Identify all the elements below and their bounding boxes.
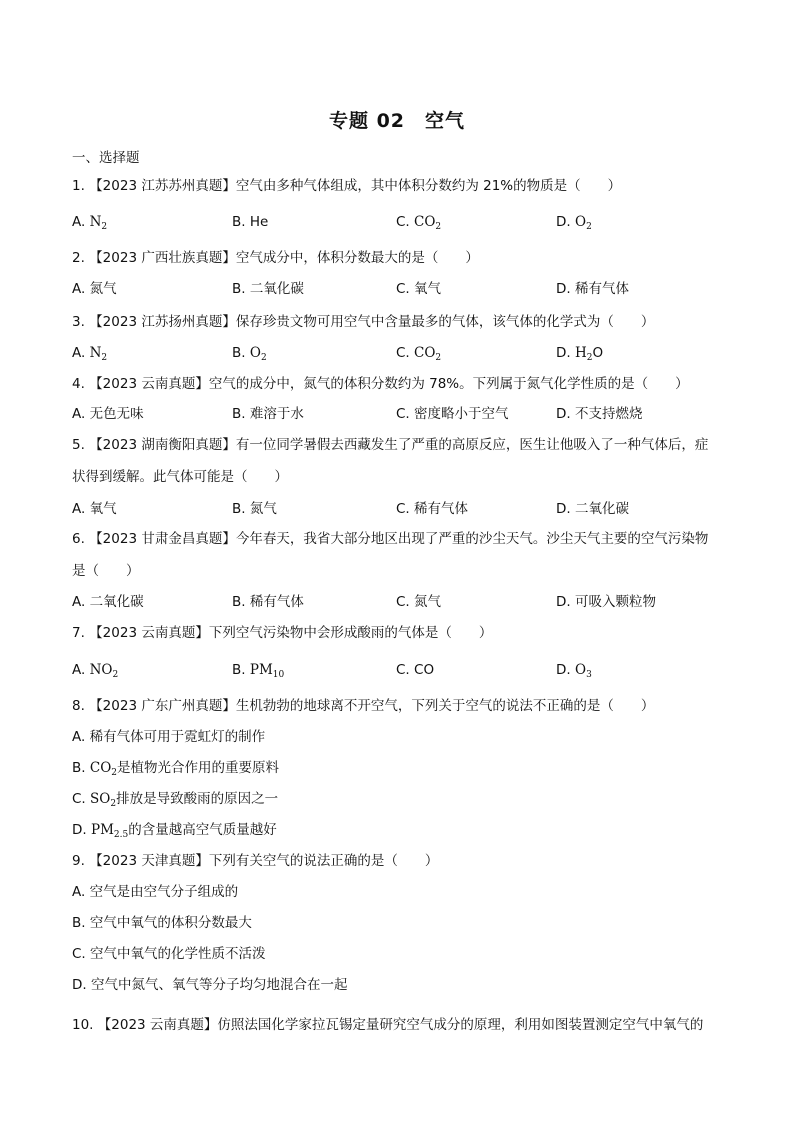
answer-option (72, 499, 117, 519)
answer-option (232, 212, 268, 232)
option-letter: B. (72, 760, 86, 776)
option-text: NO (89, 662, 113, 678)
option-letter: C. (396, 406, 410, 422)
option-text: 空气中氮气、氧气等分子均匀地混合在一起 (90, 977, 348, 993)
question-stem: 3. 【2023 江苏扬州真题】保存珍贵文物可用空气中含量最多的气体，该气体的化学式为（ ） (72, 314, 655, 330)
option-text: O (574, 662, 587, 678)
option-text-tail: O (592, 345, 604, 361)
option-text: H (574, 345, 587, 361)
option-text: 难溶于水 (249, 406, 304, 422)
answer-option (396, 279, 441, 299)
question-stem: 1. 【2023 江苏苏州真题】空气由多种气体组成，其中体积分数约为 21%的物质是（ ） (72, 178, 622, 194)
option-letter: C. (396, 214, 410, 230)
option-text-tail: 排放是导致酸雨的原因之一 (116, 791, 279, 807)
option-subscript: 2 (586, 222, 592, 232)
answer-option (232, 499, 277, 519)
option-text: 空气中氧气的化学性质不活泼 (90, 946, 266, 962)
option-text: N (89, 214, 102, 230)
answer-option (72, 343, 107, 363)
question-stem: 9. 【2023 天津真题】下列有关空气的说法正确的是（ ） (72, 853, 439, 869)
option-text: 氮气 (249, 501, 277, 517)
answer-option (72, 404, 144, 424)
answer-option (556, 343, 603, 363)
answer-option (396, 212, 441, 232)
option-subscript: 2 (112, 670, 119, 680)
question-stem: 2. 【2023 广西壮族真题】空气成分中，体积分数最大的是（ ） (72, 250, 479, 266)
option-letter: C. (396, 281, 410, 297)
option-letter: A. (72, 884, 86, 900)
option-letter: B. (232, 406, 246, 422)
answer-option (72, 592, 144, 612)
option-letter: D. (556, 594, 571, 610)
option-text: 二氧化碳 (89, 594, 144, 610)
option-subscript: 2 (101, 222, 108, 232)
option-text: 氮气 (89, 281, 117, 297)
answer-option (396, 660, 434, 680)
question-stem: 6. 【2023 甘肃金昌真题】今年春天，我省大部分地区出现了严重的沙尘天气。沙尘天气主要的空气污染物 (72, 531, 709, 547)
option-text: 稀有气体 (574, 281, 629, 297)
option-letter: C. (72, 946, 86, 962)
option-subscript: 2.5 (113, 830, 129, 840)
option-letter: A. (72, 501, 86, 517)
section-heading: 一、选择题 (72, 150, 140, 166)
option-letter: B. (232, 594, 246, 610)
answer-option (72, 944, 266, 964)
option-letter: C. (396, 345, 410, 361)
option-letter: D. (556, 501, 571, 517)
option-subscript: 2 (260, 353, 267, 363)
option-letter: C. (72, 791, 86, 807)
option-text: 氧气 (89, 501, 117, 517)
option-letter: B. (232, 501, 246, 517)
option-text: 稀有气体 (414, 501, 469, 517)
option-letter: C. (396, 662, 410, 678)
answer-option (232, 279, 304, 299)
option-letter: A. (72, 662, 86, 678)
option-text: SO (90, 791, 111, 807)
answer-option (72, 913, 252, 933)
option-letter: B. (232, 662, 246, 678)
option-letter: B. (232, 214, 246, 230)
option-text: 空气是由空气分子组成的 (89, 884, 239, 900)
option-letter: C. (396, 501, 410, 517)
option-subscript: 2 (110, 799, 117, 809)
option-letter: D. (556, 662, 571, 678)
answer-option (232, 404, 304, 424)
answer-option (232, 660, 284, 680)
option-letter: B. (72, 915, 86, 931)
option-letter: D. (72, 977, 87, 993)
answer-option (72, 975, 347, 995)
option-text: O (574, 214, 587, 230)
option-subscript: 2 (111, 768, 117, 778)
option-letter: A. (72, 345, 86, 361)
answer-option (556, 592, 656, 612)
answer-option (556, 499, 629, 519)
option-text: PM (90, 822, 114, 838)
option-subscript: 2 (435, 222, 442, 232)
answer-option (396, 499, 468, 519)
option-text: CO (89, 760, 112, 776)
answer-option (556, 212, 592, 232)
option-letter: A. (72, 214, 86, 230)
question-stem: 8. 【2023 广东广州真题】生机勃勃的地球离不开空气，下列关于空气的说法不正确的是（ ） (72, 698, 655, 714)
question-stem: 7. 【2023 云南真题】下列空气污染物中会形成酸雨的气体是（ ） (72, 625, 493, 641)
option-letter: A. (72, 406, 86, 422)
option-text: 可吸入颗粒物 (574, 594, 656, 610)
option-text: 二氧化碳 (574, 501, 629, 517)
option-letter: D. (556, 406, 571, 422)
option-text: 密度略小于空气 (414, 406, 509, 422)
option-letter: D. (72, 822, 87, 838)
option-text: CO (414, 345, 436, 361)
option-letter: A. (72, 281, 86, 297)
option-letter: D. (556, 345, 571, 361)
answer-option (72, 820, 277, 840)
answer-option (72, 758, 279, 778)
option-letter: A. (72, 594, 86, 610)
option-text: 二氧化碳 (249, 281, 304, 297)
option-subscript: 2 (435, 353, 442, 363)
page-title: 专题 02 空气 (328, 110, 466, 132)
answer-option (556, 660, 592, 680)
option-text: 不支持燃烧 (574, 406, 643, 422)
option-text: 稀有气体 (249, 594, 304, 610)
answer-option (72, 789, 278, 809)
option-letter: D. (556, 214, 571, 230)
option-text: PM (249, 662, 273, 678)
answer-option (232, 592, 304, 612)
option-text: 氧气 (414, 281, 442, 297)
answer-option (556, 404, 642, 424)
option-text: CO (414, 214, 436, 230)
answer-option (396, 343, 441, 363)
option-text: 空气中氧气的体积分数最大 (89, 915, 252, 931)
answer-option (232, 343, 267, 363)
option-text: O (249, 345, 261, 361)
question-stem: 状得到缓解。此气体可能是（ ） (72, 469, 288, 485)
option-text: CO (414, 662, 435, 678)
option-text-tail: 是植物光合作用的重要原料 (117, 760, 279, 776)
option-text-tail: 的含量越高空气质量越好 (128, 822, 277, 838)
answer-option (72, 279, 117, 299)
option-letter: A. (72, 729, 86, 745)
option-subscript: 2 (586, 353, 593, 363)
option-subscript: 3 (586, 670, 592, 680)
answer-option (72, 727, 265, 747)
option-letter: B. (232, 345, 246, 361)
answer-option (72, 660, 118, 680)
answer-option (396, 592, 441, 612)
answer-option (396, 404, 509, 424)
answer-option (72, 882, 238, 902)
option-subscript: 2 (101, 353, 108, 363)
option-letter: B. (232, 281, 246, 297)
answer-option (72, 212, 107, 232)
option-text: 无色无味 (89, 406, 144, 422)
option-text: He (249, 214, 269, 230)
option-text: 稀有气体可用于霓虹灯的制作 (89, 729, 266, 745)
option-text: 氮气 (414, 594, 442, 610)
option-letter: D. (556, 281, 571, 297)
question-stem: 4. 【2023 云南真题】空气的成分中，氮气的体积分数约为 78%。下列属于氮气化学性质的是（ ） (72, 376, 689, 392)
option-subscript: 10 (272, 670, 285, 680)
option-letter: C. (396, 594, 410, 610)
question-stem: 5. 【2023 湖南衡阳真题】有一位同学暑假去西藏发生了严重的高原反应，医生让他吸入了一种气体后，症 (72, 437, 709, 453)
answer-option (556, 279, 629, 299)
option-text: N (89, 345, 102, 361)
question-stem: 是（ ） (72, 563, 140, 579)
question-stem: 10. 【2023 云南真题】仿照法国化学家拉瓦锡定量研究空气成分的原理，利用如图装置测定空气中氧气的 (72, 1017, 704, 1033)
